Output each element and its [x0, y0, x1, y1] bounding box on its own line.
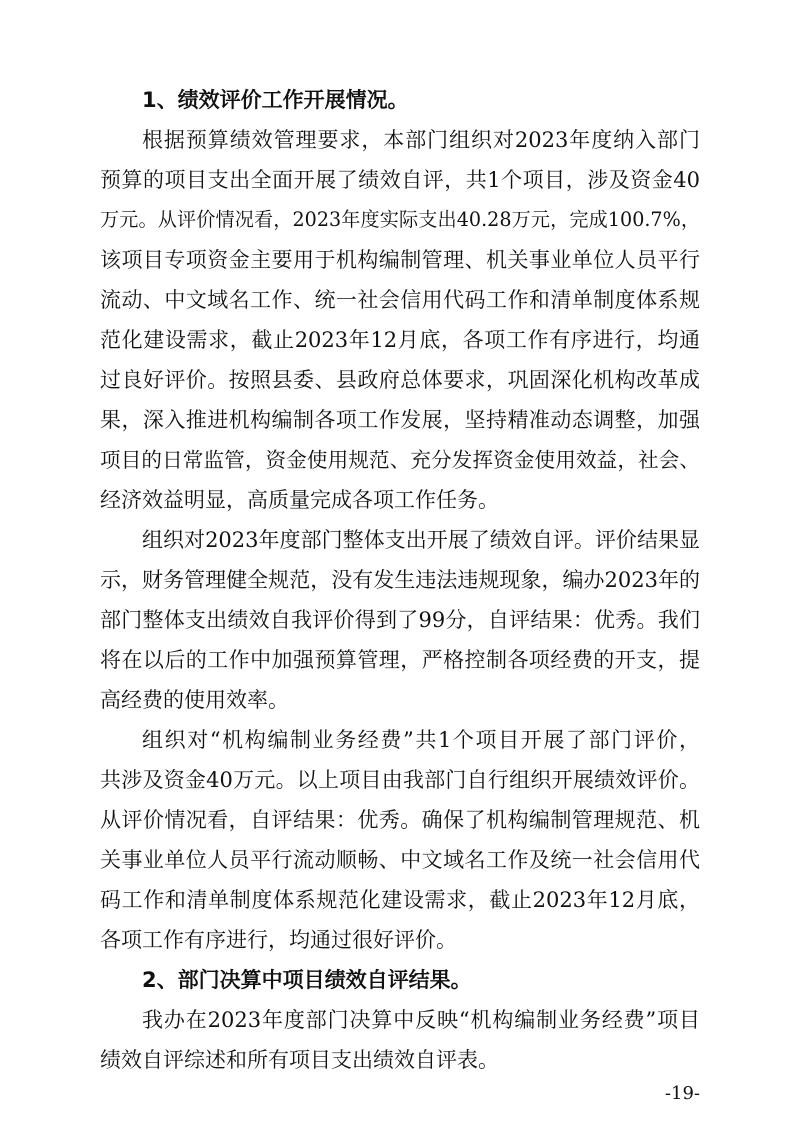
paragraph-1-line-1: 根据预算绩效管理要求，本部门组织对2023年度纳入部门: [142, 128, 700, 152]
paragraph-1-line-3: 万元。从评价情况看，2023年度实际支出40.28万元，完成100.7%，: [100, 208, 700, 231]
paragraph-1-line-2: 预算的项目支出全面开展了绩效自评，共1个项目，涉及资金40: [100, 168, 700, 192]
paragraph-3-line-4: 关事业单位人员平行流动顺畅、中文域名工作及统一社会信用代: [100, 848, 700, 872]
paragraph-1-line-5: 流动、中文域名工作、统一社会信用代码工作和清单制度体系规: [100, 288, 700, 312]
paragraph-3-line-5: 码工作和清单制度体系规范化建设需求，截止2023年12月底，: [100, 888, 700, 912]
section-heading-2: 2、部门决算中项目绩效自评结果。: [142, 968, 472, 992]
paragraph-4-line-1: 我办在2023年度部门决算中反映“机构编制业务经费”项目: [142, 1008, 700, 1032]
paragraph-3-line-2: 共涉及资金40万元。以上项目由我部门自行组织开展绩效评价。: [100, 768, 700, 792]
paragraph-1-line-6: 范化建设需求，截止2023年12月底，各项工作有序进行，均通: [100, 328, 700, 352]
paragraph-2-line-4: 将在以后的工作中加强预算管理，严格控制各项经费的开支，提: [100, 648, 700, 672]
paragraph-3-line-6: 各项工作有序进行，均通过很好评价。: [100, 928, 457, 952]
paragraph-3-line-1: 组织对“机构编制业务经费”共1个项目开展了部门评价，: [142, 728, 700, 752]
section-heading-1: 1、绩效评价工作开展情况。: [142, 88, 409, 112]
paragraph-1-line-9: 项目的日常监管，资金使用规范、充分发挥资金使用效益，社会、: [100, 448, 700, 472]
paragraph-2-line-3: 部门整体支出绩效自我评价得到了99分，自评结果：优秀。我们: [100, 608, 700, 632]
page-number: -19-: [664, 1083, 700, 1104]
paragraph-1-line-10: 经济效益明显，高质量完成各项工作任务。: [100, 488, 499, 512]
paragraph-1-line-8: 果，深入推进机构编制各项工作发展，坚持精准动态调整，加强: [100, 408, 700, 432]
paragraph-2-line-5: 高经费的使用效率。: [100, 688, 289, 712]
paragraph-2-line-2: 示，财务管理健全规范，没有发生违法违规现象，编办2023年的: [100, 568, 700, 592]
paragraph-4-line-2: 绩效自评综述和所有项目支出绩效自评表。: [100, 1048, 499, 1072]
paragraph-1-line-7: 过良好评价。按照县委、县政府总体要求，巩固深化机构改革成: [100, 368, 700, 392]
paragraph-3-line-3: 从评价情况看，自评结果：优秀。确保了机构编制管理规范、机: [100, 808, 700, 832]
paragraph-2-line-1: 组织对2023年度部门整体支出开展了绩效自评。评价结果显: [142, 528, 700, 552]
paragraph-1-line-4: 该项目专项资金主要用于机构编制管理、机关事业单位人员平行: [100, 248, 700, 272]
